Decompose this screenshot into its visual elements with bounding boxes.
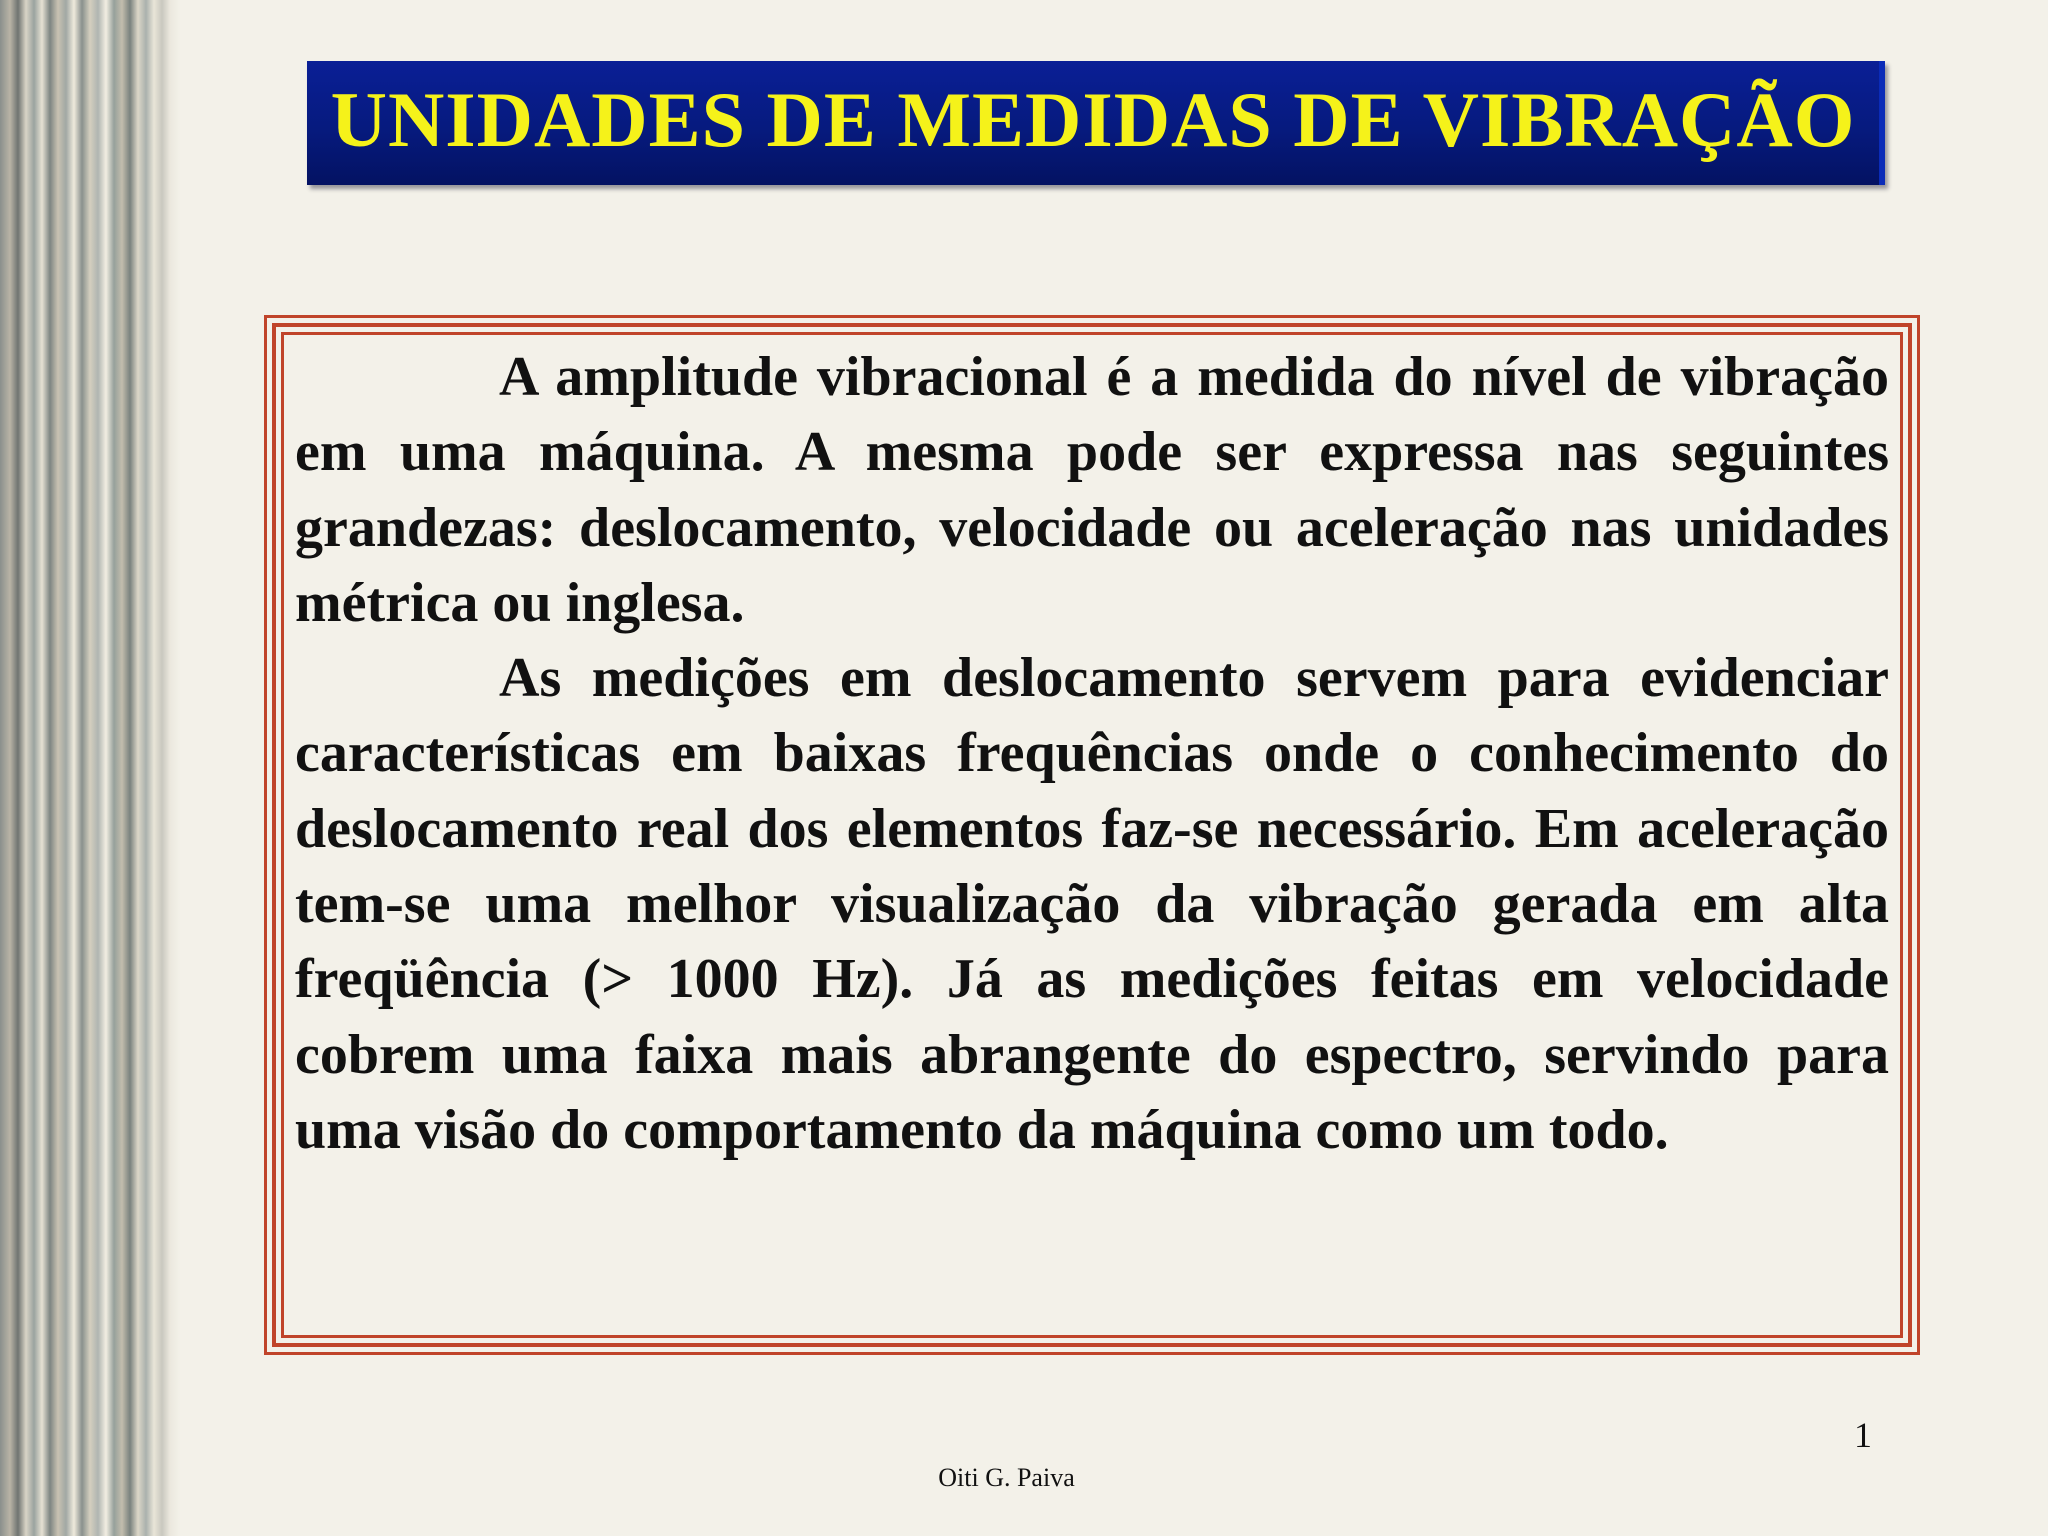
- paragraph-measurements: As medições em deslocamento servem para evidenciar características em baixas frequências onde o conhecimento do deslocamento real dos elementos faz-se necessário. Em aceleração tem-se uma melhor visualização da vibração gerada em alta freqüência (> 1000 Hz). Já as medições feitas em velocidade cobrem uma faixa mais abrangente do espectro, servindo para uma visão do comportamento da máquina como um todo.: [295, 647, 1889, 1161]
- slide-title: UNIDADES DE MEDIDAS DE VIBRAÇÃO: [330, 76, 1856, 163]
- slide-body: [295, 340, 1889, 1168]
- page-number: 1: [1854, 1415, 1872, 1455]
- title-banner: [307, 61, 1885, 185]
- author-footer: Oiti G. Paiva: [938, 1463, 1075, 1492]
- paragraph-amplitude: A amplitude vibracional é a medida do nível de vibração em uma máquina. A mesma pode ser expressa nas seguintes grandezas: deslocamento, velocidade ou aceleração nas unidades métrica ou inglesa.: [295, 346, 1889, 634]
- decorative-side-stripes: [0, 0, 180, 1536]
